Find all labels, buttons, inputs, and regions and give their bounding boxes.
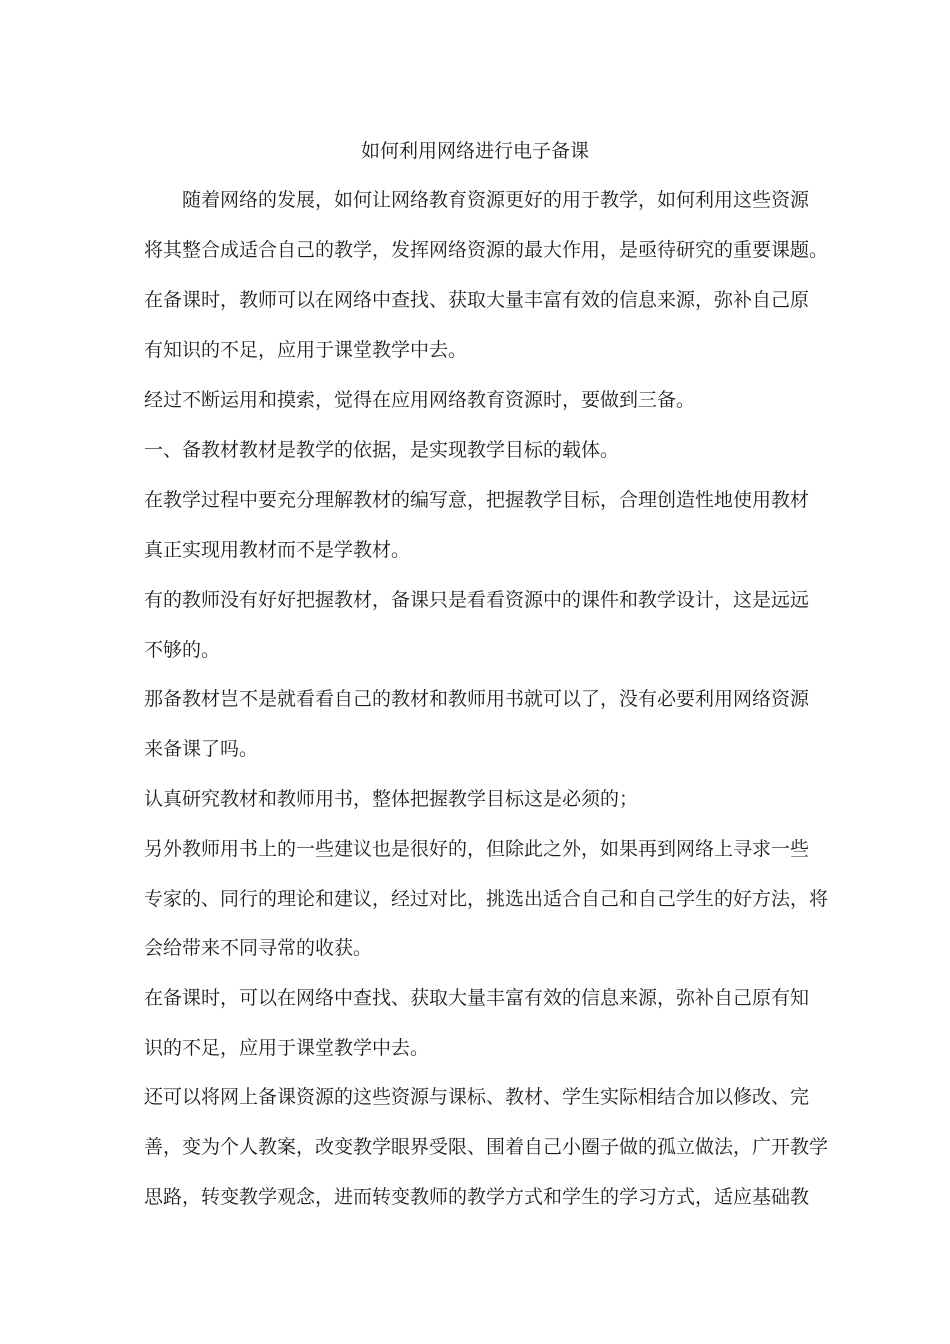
text-line: 识的不足，应用于课堂教学中去。	[144, 1037, 430, 1059]
text-line: 来备课了吗。	[144, 738, 259, 760]
text-line: 有知识的不足，应用于课堂教学中去。	[144, 339, 468, 361]
text-line: 那备教材岂不是就看看自己的教材和教师用书就可以了，没有必要利用网络资源	[144, 688, 810, 710]
text-line: 真正实现用教材而不是学教材。	[144, 539, 411, 561]
text-line: 思路，转变教学观念，进而转变教师的教学方式和学生的学习方式，适应基础教	[144, 1186, 810, 1208]
text-line: 还可以将网上备课资源的这些资源与课标、教材、学生实际相结合加以修改、完	[144, 1086, 810, 1108]
text-line: 将其整合成适合自己的教学，发挥网络资源的最大作用，是亟待研究的重要课题。	[144, 239, 829, 261]
text-line: 另外教师用书上的一些建议也是很好的，但除此之外，如果再到网络上寻求一些	[144, 838, 810, 860]
document-title: 如何利用网络进行电子备课	[360, 140, 589, 162]
text-line: 在备课时，可以在网络中查找、获取大量丰富有效的信息来源，弥补自己原有知	[144, 987, 810, 1009]
text-line: 有的教师没有好好把握教材，备课只是看看资源中的课件和教学设计，这是远远	[144, 589, 810, 611]
text-line: 在备课时，教师可以在网络中查找、获取大量丰富有效的信息来源，弥补自己原	[144, 289, 810, 311]
text-line: 不够的。	[144, 639, 221, 661]
text-line: 随着网络的发展，如何让网络教育资源更好的用于教学，如何利用这些资源	[182, 189, 810, 211]
text-line: 专家的、同行的理论和建议，经过对比，挑选出适合自己和自己学生的好方法，将	[144, 888, 829, 910]
text-line: 善，变为个人教案，改变教学眼界受限、围着自己小圈子做的孤立做法，广开教学	[144, 1136, 829, 1158]
text-line: 经过不断运用和摸索，觉得在应用网络教育资源时，要做到三备。	[144, 389, 696, 411]
text-line: 认真研究教材和教师用书，整体把握教学目标这是必须的；	[144, 788, 639, 810]
section-heading: 一、备教材教材是教学的依据，是实现教学目标的载体。	[144, 439, 620, 461]
text-line: 会给带来不同寻常的收获。	[144, 937, 373, 959]
text-line: 在教学过程中要充分理解教材的编写意，把握教学目标，合理创造性地使用教材	[144, 489, 810, 511]
